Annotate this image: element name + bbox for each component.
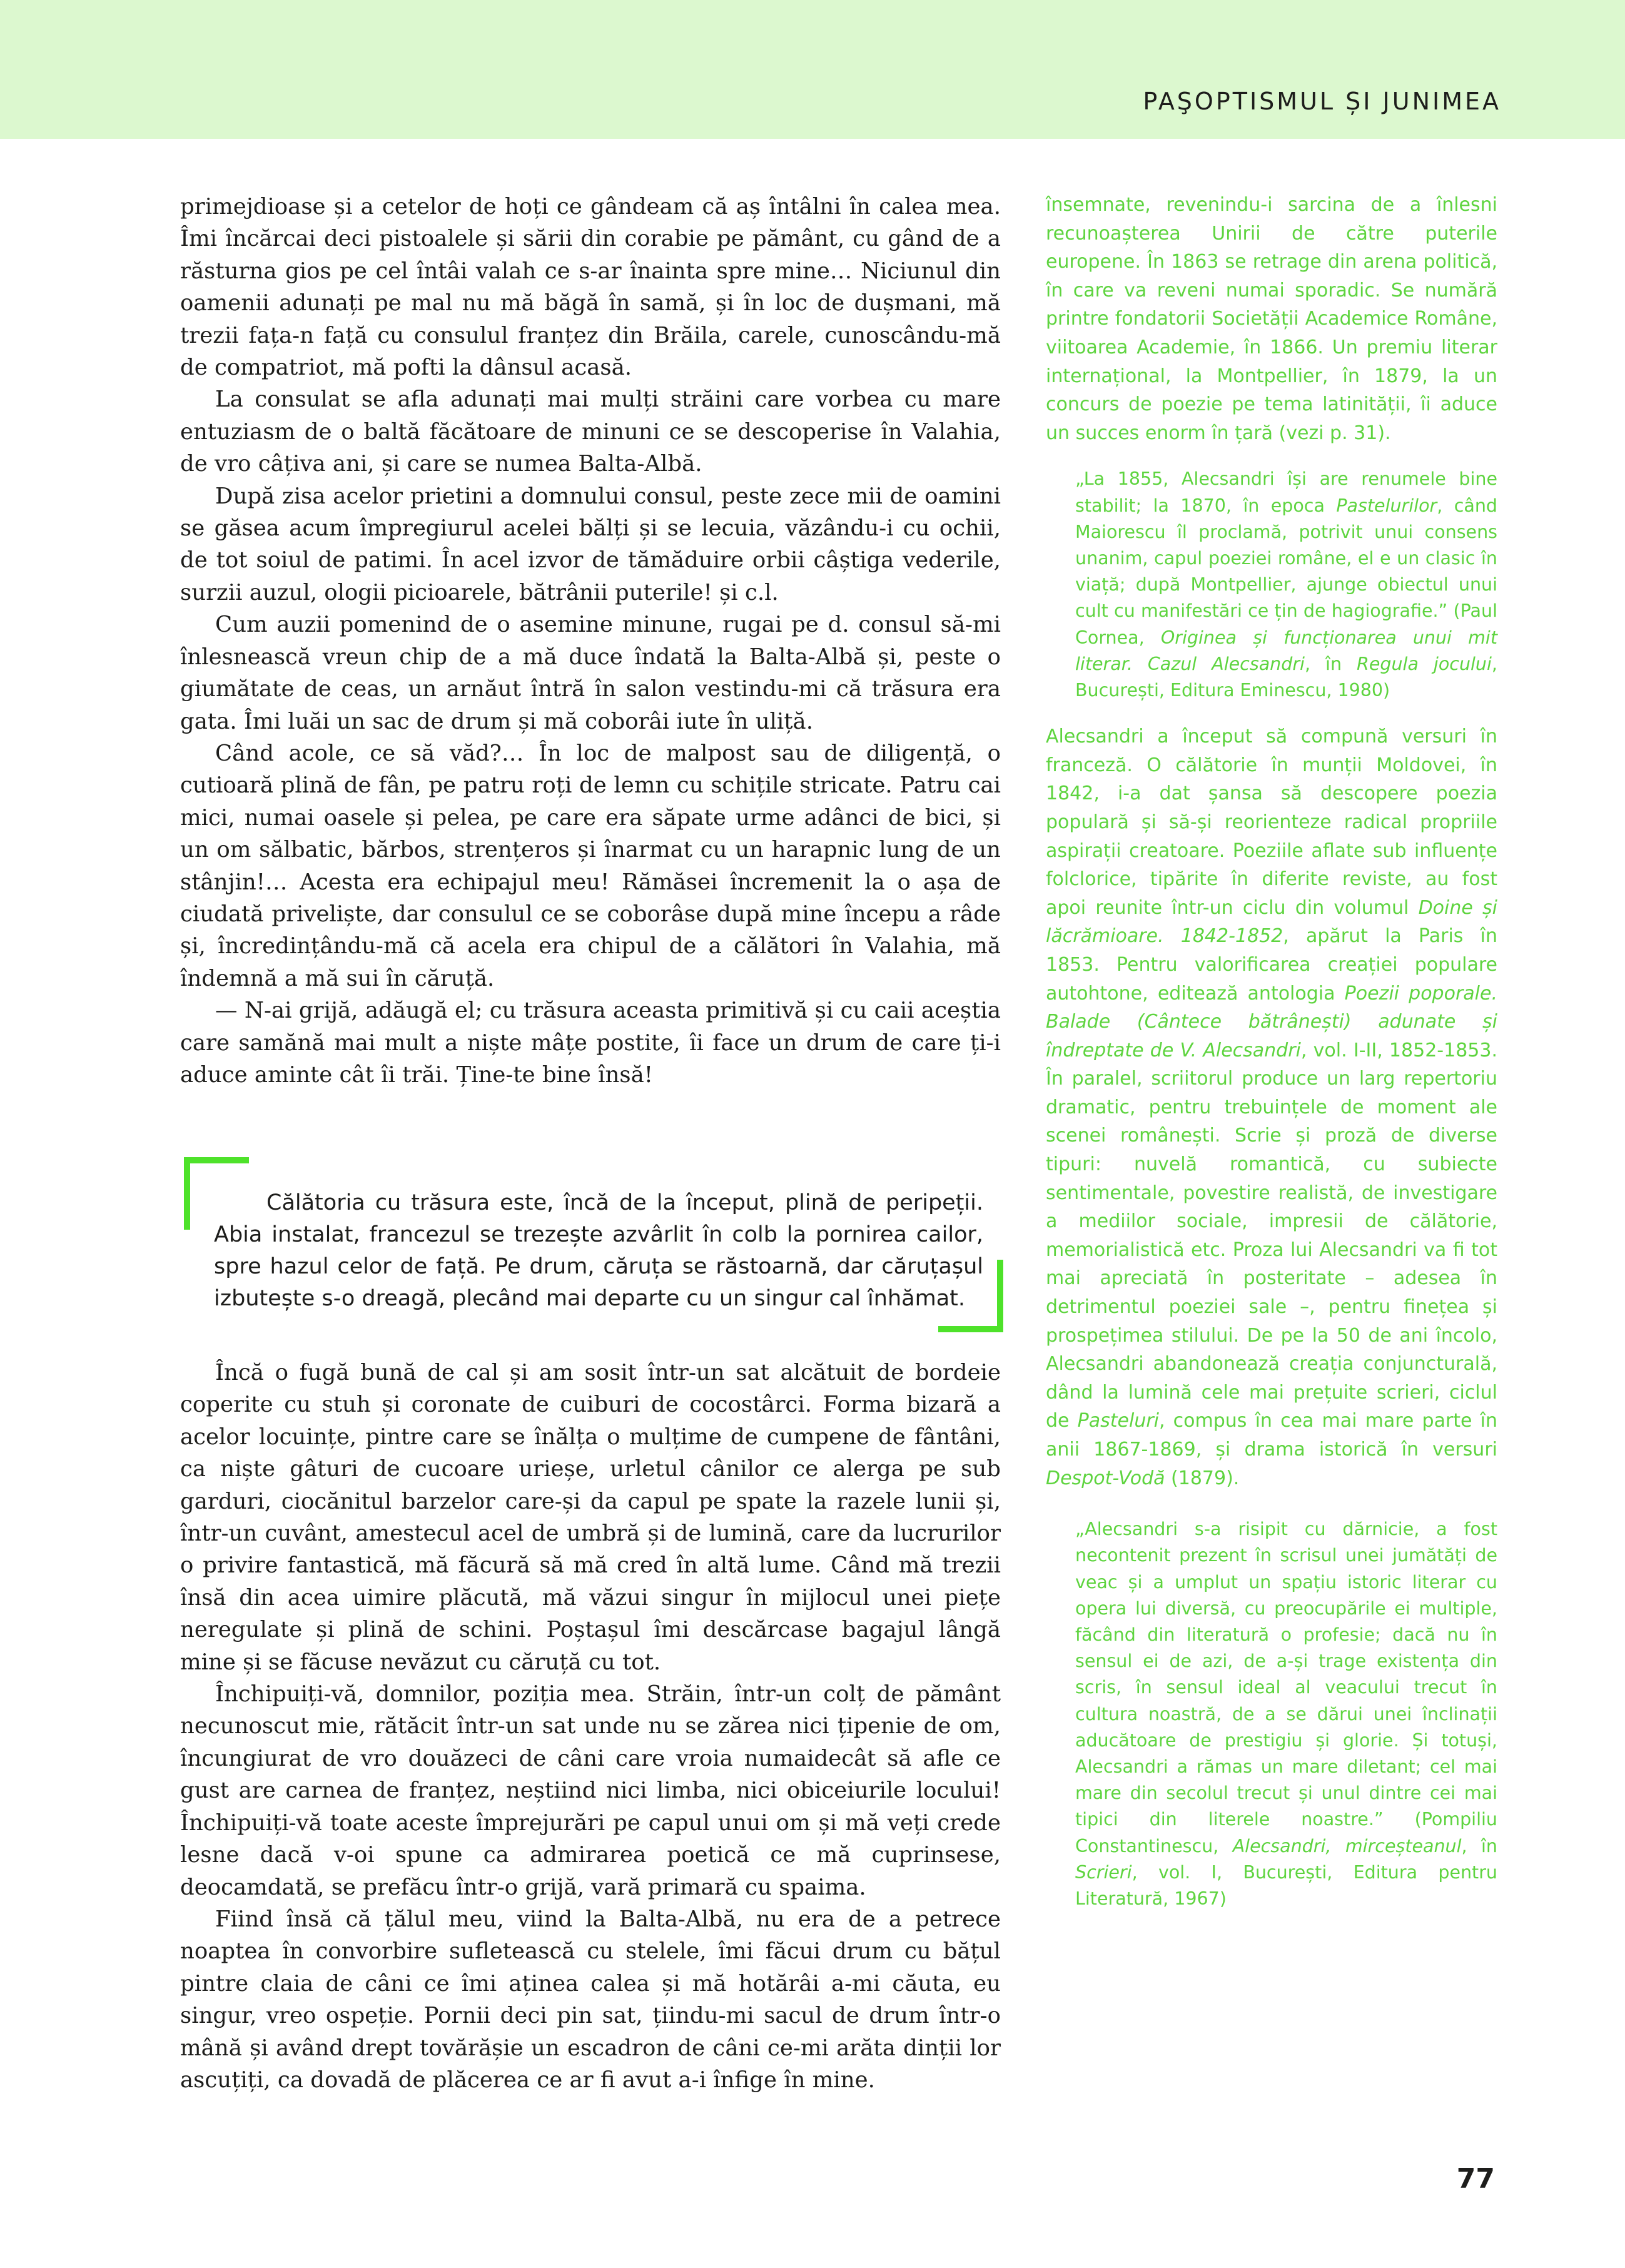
- sidebar-paragraph: însemnate, revenindu-i sarcina de a înlesni recunoașterea Unirii de către puterile europene. În 1863 se retrage din arena politică, în care va reveni numai sporadic. Se numără printre fondatorii Societății Academice Române, viitoarea Academie, în 1866. Un premiu literar internațional, la Montpellier, în 1879, la un concurs de poezie pe tema latinității, îi aduce un succes enorm în țară (vezi p. 31).: [1046, 194, 1497, 444]
- paragraph: După zisa acelor prietini a domnului consul, peste zece mii de oamini se găsea acum împregiurul acelei bălți și se lecuia, văzându-i cu ochii, de tot soiul de patimi. În acel izvor de tămăduire orbii câștiga vederile, surzii auzul, ologii picioarele, bătrânii puterile! și c.l.: [180, 483, 1001, 605]
- italic-title: Despot-Vodă: [1046, 1467, 1165, 1489]
- paragraph: Încă o fugă bună de cal și am sosit într-un sat alcătuit de bordeie coperite cu stuh și coronate de cuiburi de cocostârci. Forma bizară a acelor locuințe, pintre care se înălța o mulțime de cumpene de fântâni, ca niște gâturi de cucoare urieșe, urletul cânilor ce alerga pe sub garduri, ciocănitul barzelor care-și da capul pe spate la razele lunii și, într-un cuvânt, amestecul acel de umbră și de lumină, care da lucrurilor o privire fantastică, mă făcură să mă cred în altă lume. Când mă trezii însă din acea uimire plăcută, mă văzui singur în mijlocul unei piețe neregulate și plină de schini. Poștașul îmi descărcase bagajul lângă mine și se făcuse nevăzut cu căruță cu tot.: [180, 1360, 1001, 1675]
- paragraph: La consulat se afla adunați mai mulți străini care vorbea cu mare entuziasm de o baltă făcătoare de minuni ce se descoperise în Valahia, de vro câțiva ani, și care se numea Balta-Albă.: [180, 387, 1001, 477]
- text: , în: [1304, 653, 1357, 674]
- text: „Alecsandri s-a risipit cu dărnicie, a fost necontenit prezent în scrisul unei jumătăți de veac și a umplut un spațiu istoric literar cu opera lui diversă, cu preocupările ei multiple, făcând din literatură o profesie; dacă nu în sensul ei de azi, de a-și trage existența din scris, în sensul ideal al veacului trecut în cultura noastră, de a se dărui unei înclinații aducătoare de prestigiu și glorie. Și totuși, Alecsandri a rămas un mare diletant; cel mai mare din secolul trecut și unul dintre cei mai tipici din literele noastre.” (Pompiliu Constantinescu,: [1075, 1519, 1497, 1856]
- text: „La 1855, Alecsandri își are renumele bine stabilit; la 1870, în epoca: [1075, 468, 1497, 516]
- italic-title: Regula jocului: [1357, 653, 1492, 674]
- text: , când Maiorescu îl proclamă, potrivit unui consens unanim, capul poeziei române, el e un clasic în viață; după Montpellier, ajunge obiectul unui cult cu manifestări ce țin de hagiografie.” (Paul Cornea,: [1075, 495, 1497, 648]
- italic-title: Pastelurilor: [1336, 495, 1437, 516]
- paragraph: primejdioase și a cetelor de hoți ce gândeam că aș întâlni în calea mea. Îmi încărcai deci pistoalele și sării din corabie pe pământ, cu gând de a răsturna gios pe cel întâi valah ce s-ar înainta spre mine… Niciunul din oamenii adunați pe mal nu mă băgă în samă, și în loc de dușmani, mă trezii fața-n față cu consulul franțez din Brăila, carele, cunoscându-mă de compatriot, mă pofti la dânsul acasă.: [180, 194, 1001, 381]
- paragraph: Închipuiți-vă, domnilor, poziția mea. Străin, într-un colț de pământ necunoscut mie, rătăcit într-un sat unde nu se zărea nici țipenie de om, încungiurat de vro douăzeci de câni care vroia numaidecât să afle ce gust are carnea de franțez, neștiind nici limba, nici obiceiurile locului! Închipuiți-vă toate aceste împrejurări pe capul unui om și mă veți crede lesne dacă v-oi spune ca admirarea poetică ce mă cuprinsese, deocamdată, se prefăcu într-o grijă, vară primară cu spaima.: [180, 1681, 1001, 1900]
- italic-title: Alecsandri, mirceșteanul: [1232, 1835, 1462, 1856]
- summary-text-content: Călătoria cu trăsura este, încă de la început, plină de peripeții. Abia instalat, francezul se trezește azvârlit în colb la pornirea cailor, spre hazul celor de față. Pe drum, căruța se răstoarnă, dar căruțașul izbutește s-o dreagă, plecând mai departe cu un singur cal înhămat.: [214, 1190, 983, 1311]
- paragraph: Fiind însă că țălul meu, viind la Balta-Albă, nu era de a petrece noaptea în convorbire sufletească cu stelele, îmi făcui drum cu bățul pintre claia de câni ce îmi aținea calea și mă hotărâi a-mi căuta, eu singur, vreo ospeție. Pornii deci pin sat, țiindu-mi sacul de drum într-o mână și având drept tovărășie un escadron de câni ce-mi arăta dinții lor ascuțiți, ca dovadă de plăcerea ce ar fi avut a-i înfige în mine.: [180, 1906, 1001, 2093]
- italic-title: Doine și lăcrămioare. 1842-1852: [1046, 896, 1497, 948]
- text: , în: [1461, 1835, 1497, 1856]
- text: , București, Editura Eminescu, 1980): [1075, 653, 1497, 701]
- text: , vol. I-II, 1852-1853. În paralel, scriitorul produce un larg repertoriu dramatic, pentru trebuințele de moment ale scenei românești. Scrie și proză de diverse tipuri: nuvelă romantică, cu subiecte sentimentale, povestire realistă, de investigare a mediilor sociale, impresii de călătorie, memorialistică etc. Proza lui Alecsandri va fi tot mai apreciată în posteritate – adesea în detrimentul poeziei sale –, pentru finețea și prospețimea stilului. De pe la 50 de ani încolo, Alecsandri abandonează creația conjuncturală, dând la lumină cele mai prețuite scrieri, ciclul de: [1046, 1039, 1497, 1432]
- text: Alecsandri a început să compună versuri în franceză. O călătorie în munții Moldovei, în 1842, i-a dat șansa să descopere poezia populară și să-și reorienteze radical propriile aspirații creatoare. Poeziile aflate sub influențe folclorice, tipărite în diferite reviste, au fost apoi reunite într-un ciclu din volumul: [1046, 726, 1497, 919]
- sidebar-quote: [1075, 1516, 1497, 1912]
- text: , vol. I, București, Editura pentru Literatură, 1967): [1075, 1861, 1497, 1910]
- italic-title: Scrieri: [1075, 1861, 1132, 1883]
- sidebar-column: [1046, 191, 1497, 1931]
- text: (1879).: [1165, 1467, 1240, 1489]
- header-band: [0, 0, 1625, 139]
- italic-title: Pasteluri: [1077, 1410, 1159, 1432]
- text: , apărut la Paris în 1853. Pentru valorificarea creației populare autohtone, editează antologia: [1046, 925, 1497, 1005]
- summary-text: [214, 1187, 983, 1315]
- page-number: 77: [1456, 2163, 1495, 2195]
- text: , compus în cea mai mare parte în anii 1867-1869, și drama istorică în versuri: [1046, 1410, 1497, 1461]
- italic-title: Originea și funcționarea unui mit literar. Cazul Alecsandri: [1075, 627, 1497, 674]
- main-text-column-continued: [180, 1357, 1001, 2096]
- chapter-title: PAŞOPTISMUL ȘI JUNIMEA: [1143, 88, 1501, 115]
- summary-box: [184, 1157, 1003, 1332]
- italic-title: Poezii poporale. Balade (Cântece bătrânești) adunate și îndreptate de V. Alecsandri: [1046, 982, 1497, 1061]
- sidebar-quote: [1075, 466, 1497, 704]
- sidebar-paragraph: [1046, 722, 1497, 1492]
- paragraph: Cum auzii pomenind de o asemine minune, rugai pe d. consul să-mi înlesnească vreun chip de a mă duce îndată la Balta-Albă și, peste o giumătate de ceas, un arnăut întră în salon vestindu-mi că trăsura era gata. Îmi luăi un sac de drum și mă coborâi iute în uliță.: [180, 612, 1001, 734]
- paragraph: — N-ai grijă, adăugă el; cu trăsura aceasta primitivă și cu caii aceștia care samănă mai mult a niște mâțe postite, îi face un drum de care ți-i aduce aminte cât îi trăi. Ține-te bine însă!: [180, 998, 1001, 1088]
- paragraph: Când acole, ce să văd?… În loc de malpost sau de diligență, o cutioară plină de fân, pe patru roți de lemn cu schițile stricate. Patru cai mici, numai oasele și pelea, pe care era săpate urme adânci de bici, și un om sălbatic, bărbos, strențeros și înarmat cu un harapnic lung de un stânjin!… Acesta era echipajul meu! Rămăsei încremenit la o așa de ciudată priveliște, dar consulul ce se coborâse după mine începu a râde și, încredințându-mă că acela era chipul de a călători în Valahia, mă îndemnă a mă sui în căruță.: [180, 740, 1001, 991]
- main-text-column: [180, 191, 1001, 1091]
